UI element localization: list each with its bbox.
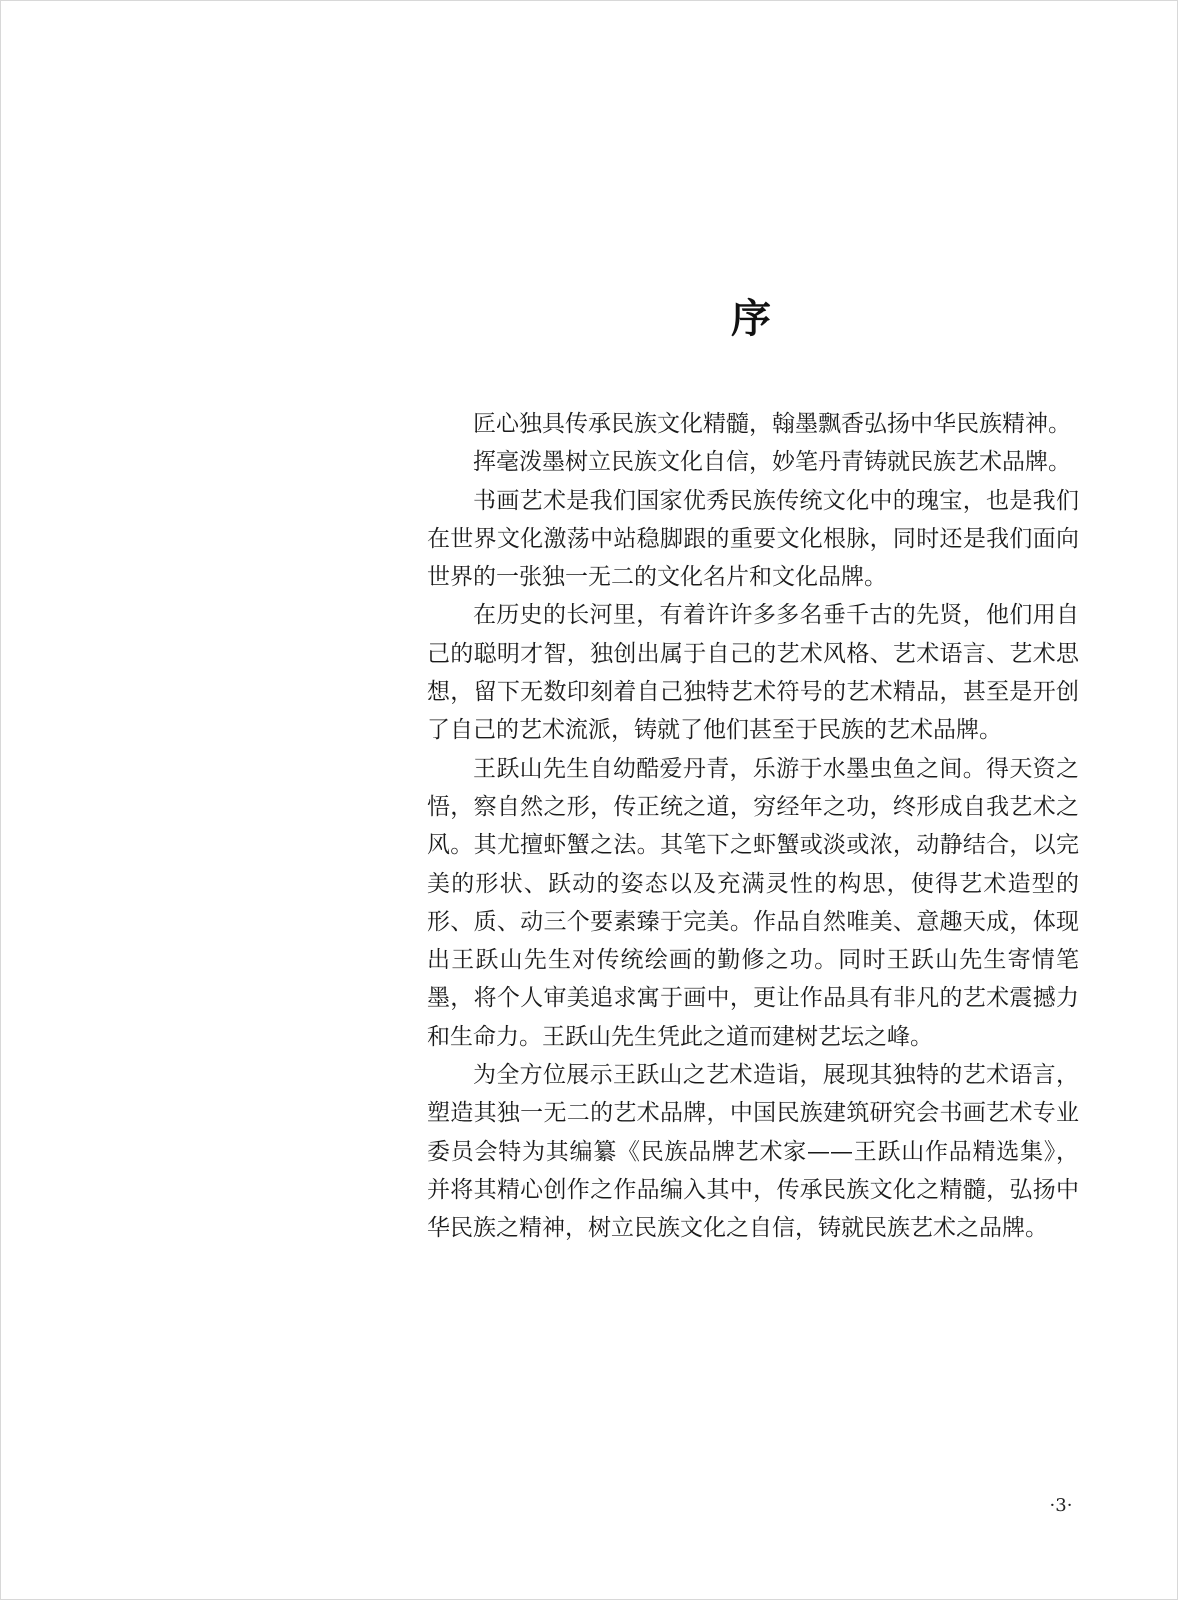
paragraph: 挥毫泼墨树立民族文化自信，妙笔丹青铸就民族艺术品牌。 [473,449,1071,476]
paragraph: 为全方位展示王跃山之艺术造诣，展现其独特的艺术语言，塑造其独一无二的艺术品牌，中国民族建筑研究会书画艺术专业委员会特为其编纂《民族品牌艺术家——王跃山作品精选集》，并将其精心创作之作品编入其中，传承民族文化之精髓，弘扬中华民族之精神，树立民族文化之自信，铸就民族艺术之品牌。 [427,1062,1079,1242]
paragraph: 匠心独具传承民族文化精髓，翰墨飘香弘扬中华民族精神。 [473,411,1071,437]
paragraph: 王跃山先生自幼酷爱丹青，乐游于水墨虫鱼之间。得天资之悟，察自然之形，传正统之道，穷经年之功，终形成自我艺术之风。其尤擅虾蟹之法。其笔下之虾蟹或淡或浓，动静结合，以完美的形状、跃动的姿态以及充满灵性的构思，使得艺术造型的形、质、动三个要素臻于完美。作品自然唯美、意趣天成，体现出王跃山先生对传统绘画的勤修之功。同时王跃山先生寄情笔墨，将个人审美追求寓于画中，更让作品具有非凡的艺术震撼力和生命力。王跃山先生凭此之道而建树艺坛之峰。 [427,755,1079,1050]
paragraph: 在历史的长河里，有着许许多多名垂千古的先贤，他们用自己的聪明才智，独创出属于自己的艺术风格、艺术语言、艺术思想，留下无数印刻着自己独特艺术符号的艺术精品，甚至是开创了自己的艺术流派，铸就了他们甚至于民族的艺术品牌。 [427,602,1079,744]
page-title: 序 [731,295,771,342]
paragraph: 书画艺术是我们国家优秀民族传统文化中的瑰宝，也是我们在世界文化激荡中站稳脚跟的重要文化根脉，同时还是我们面向世界的一张独一无二的文化名片和文化品牌。 [427,487,1079,591]
preface-body [427,405,1079,1248]
page-number: ·3· [1049,1495,1073,1516]
